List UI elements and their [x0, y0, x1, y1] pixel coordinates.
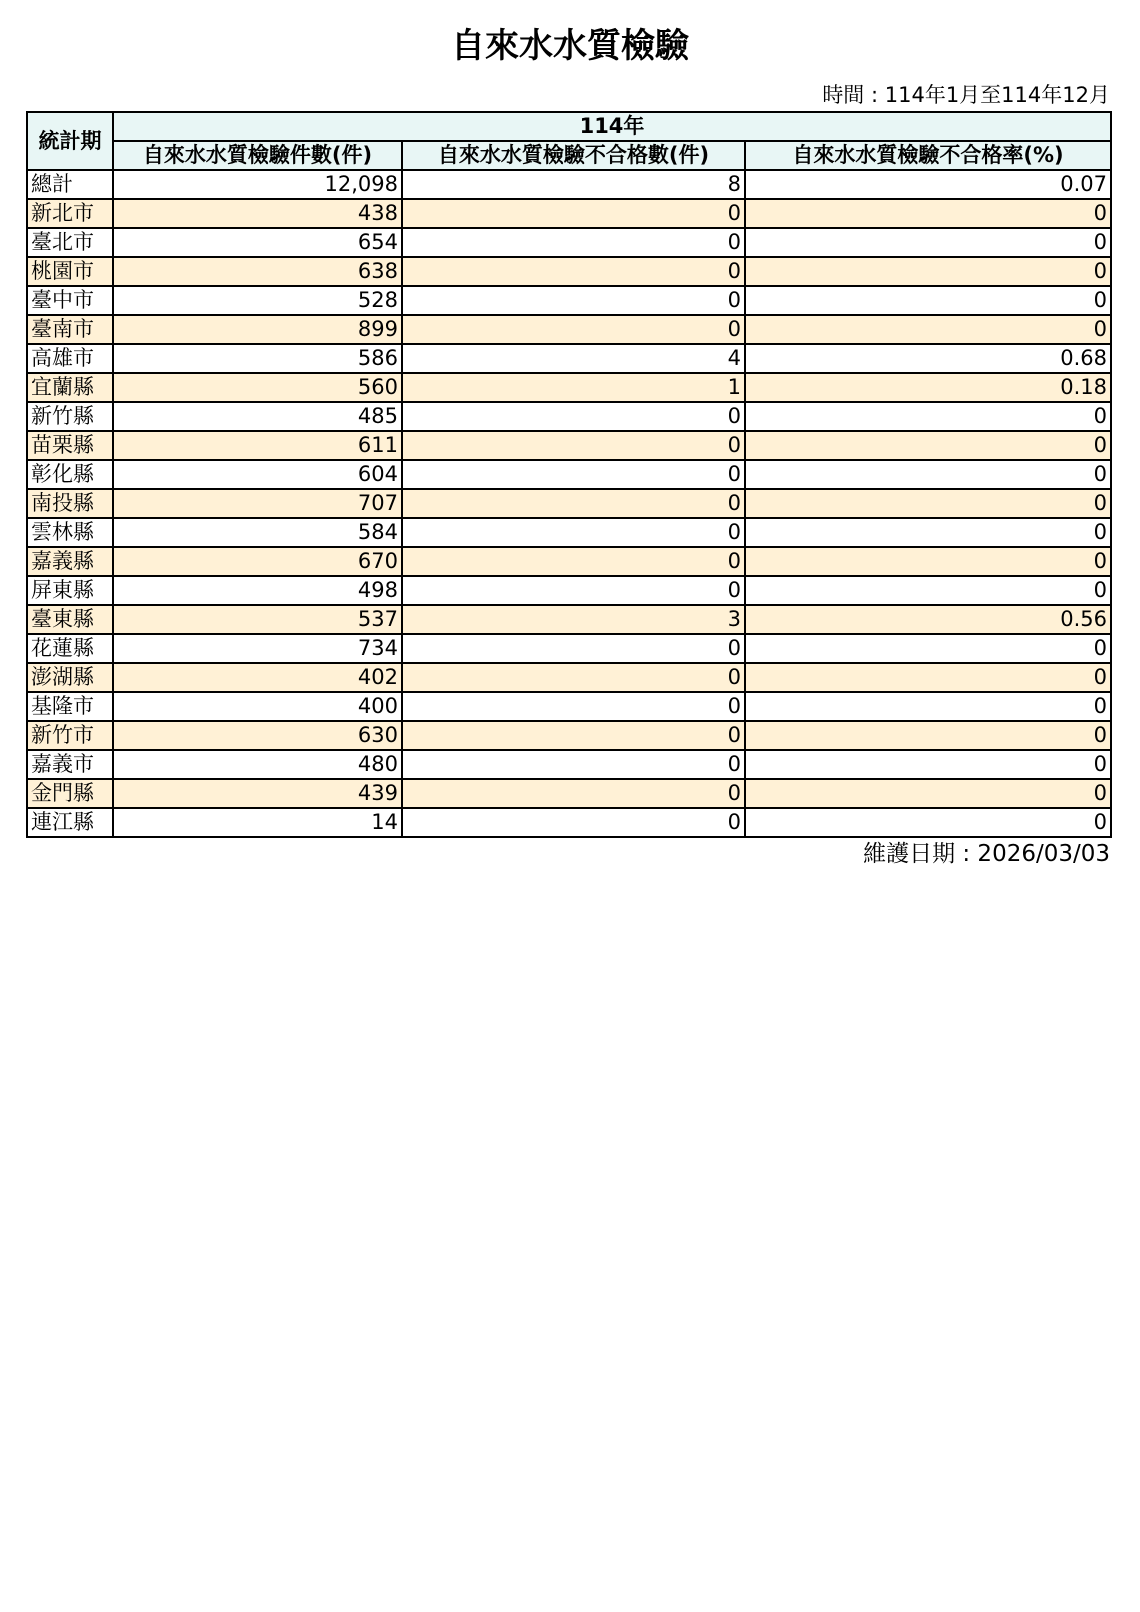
- cell-rate: 0: [745, 489, 1111, 518]
- table-row: [27, 257, 1111, 286]
- table-row: [27, 460, 1111, 489]
- cell-region: 彰化縣: [27, 460, 113, 489]
- table-row: [27, 344, 1111, 373]
- cell-rate: 0.07: [745, 170, 1111, 199]
- cell-region: 金門縣: [27, 779, 113, 808]
- table-row: [27, 605, 1111, 634]
- page-title: 自來水水質檢驗: [451, 26, 689, 66]
- cell-count: 402: [113, 663, 402, 692]
- table-row: [27, 402, 1111, 431]
- cell-count: 630: [113, 721, 402, 750]
- table-row: [27, 489, 1111, 518]
- cell-rate: 0: [745, 750, 1111, 779]
- cell-region: 新竹縣: [27, 402, 113, 431]
- cell-region: 新竹市: [27, 721, 113, 750]
- cell-count: 638: [113, 257, 402, 286]
- table-body: [27, 170, 1111, 837]
- cell-rate: 0.18: [745, 373, 1111, 402]
- cell-region: 基隆市: [27, 692, 113, 721]
- cell-fail: 0: [402, 518, 745, 547]
- cell-rate: 0: [745, 547, 1111, 576]
- cell-fail: 0: [402, 402, 745, 431]
- cell-region: 新北市: [27, 199, 113, 228]
- cell-fail: 0: [402, 431, 745, 460]
- table-row: [27, 431, 1111, 460]
- cell-fail: 4: [402, 344, 745, 373]
- cell-region: 苗栗縣: [27, 431, 113, 460]
- cell-region: 宜蘭縣: [27, 373, 113, 402]
- cell-rate: 0: [745, 257, 1111, 286]
- cell-count: 611: [113, 431, 402, 460]
- year-header: 114年: [113, 112, 1111, 141]
- cell-fail: 0: [402, 286, 745, 315]
- cell-count: 560: [113, 373, 402, 402]
- cell-fail: 0: [402, 808, 745, 837]
- table-row: [27, 315, 1111, 344]
- table-row: [27, 373, 1111, 402]
- table-row: [27, 779, 1111, 808]
- cell-count: 480: [113, 750, 402, 779]
- cell-rate: 0.68: [745, 344, 1111, 373]
- cell-rate: 0: [745, 634, 1111, 663]
- cell-rate: 0: [745, 460, 1111, 489]
- cell-region: 連江縣: [27, 808, 113, 837]
- cell-count: 438: [113, 199, 402, 228]
- cell-count: 670: [113, 547, 402, 576]
- cell-rate: 0: [745, 663, 1111, 692]
- cell-fail: 8: [402, 170, 745, 199]
- cell-fail: 0: [402, 315, 745, 344]
- cell-region: 屏東縣: [27, 576, 113, 605]
- cell-region: 臺中市: [27, 286, 113, 315]
- cell-count: 584: [113, 518, 402, 547]
- table-row: [27, 518, 1111, 547]
- cell-rate: 0: [745, 721, 1111, 750]
- cell-region: 臺北市: [27, 228, 113, 257]
- cell-count: 604: [113, 460, 402, 489]
- table-row: [27, 634, 1111, 663]
- cell-rate: 0.56: [745, 605, 1111, 634]
- cell-count: 734: [113, 634, 402, 663]
- table-row: [27, 170, 1111, 199]
- table-row: [27, 286, 1111, 315]
- cell-count: 14: [113, 808, 402, 837]
- cell-rate: 0: [745, 315, 1111, 344]
- cell-fail: 0: [402, 779, 745, 808]
- cell-fail: 0: [402, 721, 745, 750]
- column-header-fail: 自來水水質檢驗不合格數(件): [402, 141, 745, 170]
- cell-region: 嘉義市: [27, 750, 113, 779]
- cell-rate: 0: [745, 199, 1111, 228]
- cell-count: 12,098: [113, 170, 402, 199]
- cell-rate: 0: [745, 402, 1111, 431]
- cell-fail: 0: [402, 199, 745, 228]
- table-row: [27, 199, 1111, 228]
- table-row: [27, 228, 1111, 257]
- maintenance-date: 維護日期 : 2026/03/03: [863, 841, 1110, 867]
- inspection-table: [26, 111, 1112, 838]
- cell-rate: 0: [745, 518, 1111, 547]
- cell-count: 537: [113, 605, 402, 634]
- cell-region: 南投縣: [27, 489, 113, 518]
- cell-region: 臺南市: [27, 315, 113, 344]
- cell-fail: 0: [402, 692, 745, 721]
- cell-fail: 1: [402, 373, 745, 402]
- table-header: [27, 112, 1111, 170]
- cell-rate: 0: [745, 576, 1111, 605]
- cell-fail: 0: [402, 228, 745, 257]
- cell-region: 澎湖縣: [27, 663, 113, 692]
- cell-rate: 0: [745, 692, 1111, 721]
- cell-fail: 0: [402, 576, 745, 605]
- cell-count: 899: [113, 315, 402, 344]
- cell-region: 臺東縣: [27, 605, 113, 634]
- cell-region: 雲林縣: [27, 518, 113, 547]
- column-header-rate: 自來水水質檢驗不合格率(%): [745, 141, 1111, 170]
- cell-count: 485: [113, 402, 402, 431]
- period-label: 時間 : 114年1月至114年12月: [822, 83, 1110, 107]
- cell-count: 400: [113, 692, 402, 721]
- cell-region: 花蓮縣: [27, 634, 113, 663]
- cell-fail: 0: [402, 663, 745, 692]
- cell-count: 586: [113, 344, 402, 373]
- cell-rate: 0: [745, 286, 1111, 315]
- table-row: [27, 808, 1111, 837]
- cell-fail: 0: [402, 634, 745, 663]
- table-row: [27, 663, 1111, 692]
- cell-count: 654: [113, 228, 402, 257]
- cell-rate: 0: [745, 431, 1111, 460]
- cell-rate: 0: [745, 779, 1111, 808]
- cell-count: 707: [113, 489, 402, 518]
- cell-count: 528: [113, 286, 402, 315]
- table-row: [27, 750, 1111, 779]
- cell-region: 桃園市: [27, 257, 113, 286]
- row-header-period: 統計期: [27, 112, 113, 170]
- table-row: [27, 547, 1111, 576]
- cell-region: 高雄市: [27, 344, 113, 373]
- cell-region: 嘉義縣: [27, 547, 113, 576]
- cell-rate: 0: [745, 228, 1111, 257]
- table-row: [27, 692, 1111, 721]
- cell-count: 439: [113, 779, 402, 808]
- cell-region: 總計: [27, 170, 113, 199]
- cell-fail: 0: [402, 750, 745, 779]
- cell-fail: 3: [402, 605, 745, 634]
- cell-count: 498: [113, 576, 402, 605]
- table-row: [27, 576, 1111, 605]
- column-header-count: 自來水水質檢驗件數(件): [113, 141, 402, 170]
- cell-fail: 0: [402, 460, 745, 489]
- cell-fail: 0: [402, 489, 745, 518]
- cell-rate: 0: [745, 808, 1111, 837]
- cell-fail: 0: [402, 547, 745, 576]
- table-row: [27, 721, 1111, 750]
- cell-fail: 0: [402, 257, 745, 286]
